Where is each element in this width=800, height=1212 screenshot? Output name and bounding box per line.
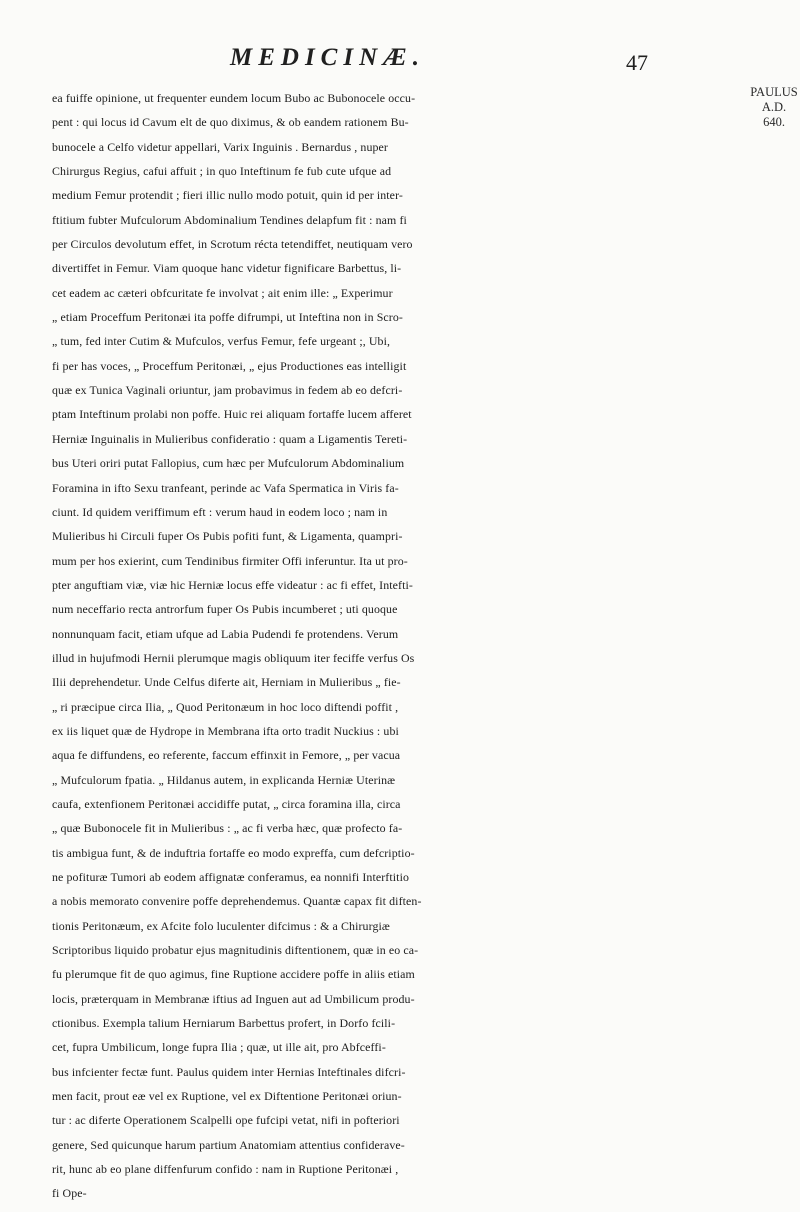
text-line: ex iis liquet quæ de Hydrope in Membrana ifta orto tradit Nuckius : ubi	[52, 723, 399, 738]
text-line: Ilii deprehendetur. Unde Celfus diferte ait, Herniam in Mulieribus „ fie-	[52, 675, 401, 690]
text-line: Mulieribus hi Circuli fuper Os Pubis pofiti funt, & Ligamenta, quampri-	[52, 529, 403, 544]
margin-year: 640.	[763, 115, 785, 129]
text-line: caufa, extenfionem Peritonæi accidiffe putat, „ circa foramina illa, circa	[52, 796, 401, 811]
text-line: bus infcienter fectæ funt. Paulus quidem inter Hernias Inteftinales difcri-	[52, 1064, 406, 1079]
text-line: ea fuiffe opinione, ut frequenter eundem locum Bubo ac Bubonocele occu-	[52, 91, 416, 105]
text-line: ptam Inteftinum prolabi non poffe. Huic rei aliquam fortaffe lucem afferet	[52, 407, 412, 422]
text-line: illud in hujufmodi Hernii plerumque magis obliquum iter feciffe verfus Os	[52, 650, 415, 665]
text-line: Herniæ Inguinalis in Mulieribus confideratio : quam a Ligamentis Tereti-	[52, 431, 408, 446]
text-line: divertiffet in Femur. Viam quoque hanc videtur fignificare Barbettus, li-	[52, 261, 402, 276]
text-line: tionis Peritonæum, ex Afcite folo luculenter difcimus : & a Chirurgiæ	[52, 918, 390, 933]
text-line: fi per has voces, „ Proceffum Peritonæi, „ ejus Productiones eas intelligit	[52, 358, 407, 373]
text-line: „ quæ Bubonocele fit in Mulieribus : „ ac fi verba hæc, quæ profecto fa-	[52, 821, 403, 836]
text-line: ctionibus. Exempla talium Herniarum Barbettus profert, in Dorfo fcili-	[52, 1016, 396, 1031]
margin-year-prefix: A.D.	[761, 100, 787, 114]
text-line: „ tum, fed inter Cutim & Mufculos, verfus Femur, fefe urgeant ;, Ubi,	[52, 334, 391, 349]
text-line: men facit, prout eæ vel ex Ruptione, vel ex Diftentione Peritonæi oriun-	[52, 1089, 402, 1104]
text-line: ne pofituræ Tumori ab eodem affignatæ conferamus, ea nonnifi Interftitio	[52, 870, 410, 884]
text-line: nonnunquam facit, etiam ufque ad Labia Pudendi fe protendens. Verum	[52, 626, 399, 641]
text-line: mum per hos exierint, cum Tendinibus firmiter Offi inferuntur. Ita ut pro-	[52, 553, 408, 568]
text-line: pter anguftiam viæ, viæ hic Herniæ locus effe videatur : ac fi effet, Intefti-	[52, 577, 413, 592]
text-line: quæ ex Tunica Vaginali oriuntur, jam probavimus in fedem ab eo defcri-	[52, 383, 403, 398]
text-line: cet, fupra Umbilicum, longe fupra Ilia ; quæ, ut ille ait, pro Abfceffi-	[52, 1040, 386, 1055]
text-line: cet eadem ac cæteri obfcuritate fe involvat ; ait enim ille: „ Experimur	[52, 285, 393, 300]
text-line: pent : qui locus id Cavum elt de quo diximus, & ob eandem rationem Bu-	[52, 115, 409, 130]
margin-note	[748, 85, 800, 130]
text-line: fi Ope-	[52, 1186, 87, 1201]
text-line: „ Mufculorum fpatia. „ Hildanus autem, in explicanda Herniæ Uterinæ	[52, 772, 396, 787]
text-line: Scriptoribus liquido probatur ejus magnitudinis diftentionem, quæ in eo ca-	[52, 943, 419, 958]
text-line: ftitium fubter Mufculorum Abdominalium Tendines delapfum fit : nam fi	[52, 212, 407, 227]
text-line: „ etiam Proceffum Peritonæi ita poffe difrumpi, ut Inteftina non in Scro-	[52, 310, 403, 325]
text-line: per Circulos devolutum effet, in Scrotum récta tetendiffet, neutiquam vero	[52, 237, 413, 252]
running-title: MEDICINÆ.	[230, 44, 425, 71]
text-line: ciunt. Id quidem veriffimum eft : verum haud in eodem loco ; nam in	[52, 504, 388, 519]
text-line: num neceffario recta antrorfum fuper Os Pubis incumberet ; uti quoque	[52, 602, 398, 617]
text-line: aqua fe diffundens, eo referente, faccum effinxit in Femore, „ per vacua	[52, 748, 401, 763]
text-line: locis, præterquam in Membranæ iftius ad Inguen aut ad Umbilicum produ-	[52, 991, 415, 1006]
text-line: bunocele a Celfo videtur appellari, Varix Inguinis . Bernardus , nuper	[52, 139, 388, 154]
text-line: genere, Sed quicunque harum partium Anatomiam attentius confiderave-	[52, 1137, 405, 1152]
text-line: a nobis memorato convenire poffe deprehendemus. Quantæ capax fit diften-	[52, 894, 422, 909]
text-line: Foramina in ifto Sexu tranfeant, perinde ac Vafa Spermatica in Viris fa-	[52, 480, 399, 495]
page-number: 47	[626, 50, 648, 75]
text-line: medium Femur protendit ; fieri illic nullo modo potuit, quin id per inter-	[52, 188, 403, 203]
text-line: bus Uteri oriri putat Fallopius, cum hæc per Mufculorum Abdominalium	[52, 456, 405, 471]
text-line: „ ri præcipue circa Ilia, „ Quod Peritonæum in hoc loco diftendi poffit ,	[52, 699, 399, 714]
body-text	[52, 86, 752, 1206]
text-line: tur : ac diferte Operationem Scalpelli ope fufcipi vetat, nifi in pofteriori	[52, 1113, 400, 1128]
margin-author: PAULUS	[750, 85, 798, 99]
text-line: Chirurgus Regius, cafui affuit ; in quo Inteftinum fe fub cute ufque ad	[52, 164, 392, 179]
text-line: tis ambigua funt, & de induftria fortaffe eo modo expreffa, cum defcriptio-	[52, 845, 415, 860]
text-line: rit, hunc ab eo plane diffenfurum confido : nam in Ruptione Peritonæi ,	[52, 1162, 399, 1177]
text-line: fu plerumque fit de quo agimus, fine Ruptione accidere poffe in aliis etiam	[52, 967, 415, 982]
